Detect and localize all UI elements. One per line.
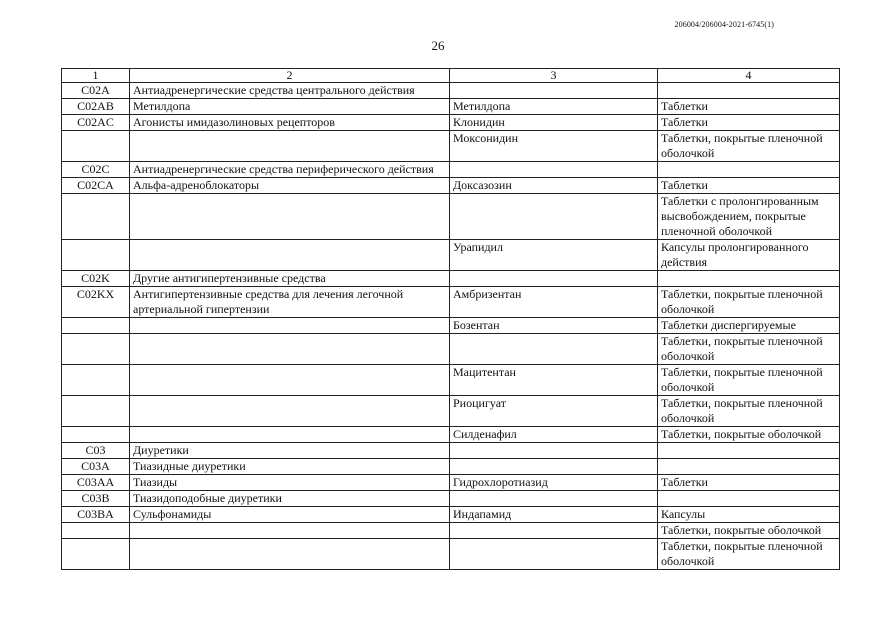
table-row [62,271,840,287]
group-cell [130,523,450,539]
drug-cell [450,459,658,475]
table-row [62,83,840,99]
drug-cell [450,443,658,459]
drug-cell: Индапамид [450,507,658,523]
table-row [62,523,840,539]
drug-cell: Клонидин [450,115,658,131]
group-cell [130,131,450,162]
page-number: 26 [431,38,445,53]
header-cell-3: 3 [450,69,658,83]
code-cell [62,523,130,539]
group-cell [130,539,450,570]
code-cell [62,396,130,427]
code-cell: C02K [62,271,130,287]
drug-cell [450,194,658,240]
drug-cell: Урапидил [450,240,658,271]
code-cell: C02C [62,162,130,178]
form-cell: Капсулы [658,507,840,523]
header-cell-2: 2 [130,69,450,83]
group-cell: Диуретики [130,443,450,459]
drug-cell: Доксазозин [450,178,658,194]
table-row [62,194,840,240]
group-cell: Тиазиды [130,475,450,491]
form-cell: Таблетки, покрытые пленочной оболочкой [658,539,840,570]
form-cell: Таблетки, покрытые оболочкой [658,523,840,539]
drug-cell [450,539,658,570]
form-cell [658,271,840,287]
group-cell: Антиадренергические средства центрального действия [130,83,450,99]
form-cell [658,162,840,178]
drug-cell [450,491,658,507]
form-cell: Таблетки с пролонгированным высвобождением, покрытые пленочной оболочкой [658,194,840,240]
table-row [62,240,840,271]
code-cell: C02AB [62,99,130,115]
code-cell [62,365,130,396]
group-cell: Тиазидоподобные диуретики [130,491,450,507]
group-cell: Тиазидные диуретики [130,459,450,475]
group-cell [130,396,450,427]
table-row [62,162,840,178]
drug-table-body [62,69,840,570]
table-row [62,287,840,318]
code-cell [62,318,130,334]
group-cell [130,334,450,365]
form-cell [658,83,840,99]
form-cell: Таблетки [658,115,840,131]
group-cell: Антигипертензивные средства для лечения легочной артериальной гипертензии [130,287,450,318]
drug-cell: Бозентан [450,318,658,334]
form-cell: Таблетки, покрытые оболочкой [658,427,840,443]
table-row [62,178,840,194]
code-cell [62,131,130,162]
drug-cell: Метилдопа [450,99,658,115]
code-cell [62,334,130,365]
form-cell: Таблетки диспергируемые [658,318,840,334]
drug-table [61,68,840,570]
drug-cell [450,162,658,178]
code-cell: C03 [62,443,130,459]
table-row [62,491,840,507]
code-cell [62,194,130,240]
table-row [62,131,840,162]
code-cell [62,539,130,570]
group-cell [130,365,450,396]
form-cell: Таблетки, покрытые пленочной оболочкой [658,131,840,162]
header-cell-4: 4 [658,69,840,83]
table-row [62,427,840,443]
document-id: 206004/206004-2021-6745(1) [674,20,774,29]
form-cell [658,491,840,507]
table-row [62,99,840,115]
group-cell [130,240,450,271]
form-cell: Таблетки, покрытые пленочной оболочкой [658,396,840,427]
code-cell [62,240,130,271]
table-row [62,459,840,475]
code-cell: C02CA [62,178,130,194]
group-cell [130,194,450,240]
form-cell: Таблетки, покрытые пленочной оболочкой [658,287,840,318]
form-cell: Таблетки, покрытые пленочной оболочкой [658,334,840,365]
group-cell: Метилдопа [130,99,450,115]
drug-cell: Гидрохлоротиазид [450,475,658,491]
table-row [62,539,840,570]
form-cell [658,443,840,459]
table-row [62,507,840,523]
form-cell: Таблетки [658,475,840,491]
form-cell: Капсулы пролонгированного действия [658,240,840,271]
table-row [62,475,840,491]
code-cell: C02AC [62,115,130,131]
drug-cell: Риоцигуат [450,396,658,427]
table-row [62,318,840,334]
table-row [62,334,840,365]
drug-cell: Мацитентан [450,365,658,396]
form-cell: Таблетки [658,99,840,115]
drug-cell: Амбризентан [450,287,658,318]
code-cell: C03BA [62,507,130,523]
form-cell: Таблетки, покрытые пленочной оболочкой [658,365,840,396]
drug-cell [450,523,658,539]
code-cell: C03B [62,491,130,507]
table-row [62,115,840,131]
header-row [62,69,840,83]
drug-cell: Моксонидин [450,131,658,162]
form-cell [658,459,840,475]
code-cell: C02KX [62,287,130,318]
code-cell: C03A [62,459,130,475]
table-row [62,443,840,459]
group-cell: Другие антигипертензивные средства [130,271,450,287]
group-cell: Альфа-адреноблокаторы [130,178,450,194]
group-cell: Антиадренергические средства периферического действия [130,162,450,178]
table-row [62,365,840,396]
drug-cell: Силденафил [450,427,658,443]
group-cell [130,427,450,443]
form-cell: Таблетки [658,178,840,194]
drug-cell [450,83,658,99]
drug-cell [450,271,658,287]
header-cell-1: 1 [62,69,130,83]
group-cell [130,318,450,334]
group-cell: Сульфонамиды [130,507,450,523]
group-cell: Агонисты имидазолиновых рецепторов [130,115,450,131]
code-cell: C03AA [62,475,130,491]
code-cell [62,427,130,443]
drug-cell [450,334,658,365]
code-cell: C02A [62,83,130,99]
table-row [62,396,840,427]
